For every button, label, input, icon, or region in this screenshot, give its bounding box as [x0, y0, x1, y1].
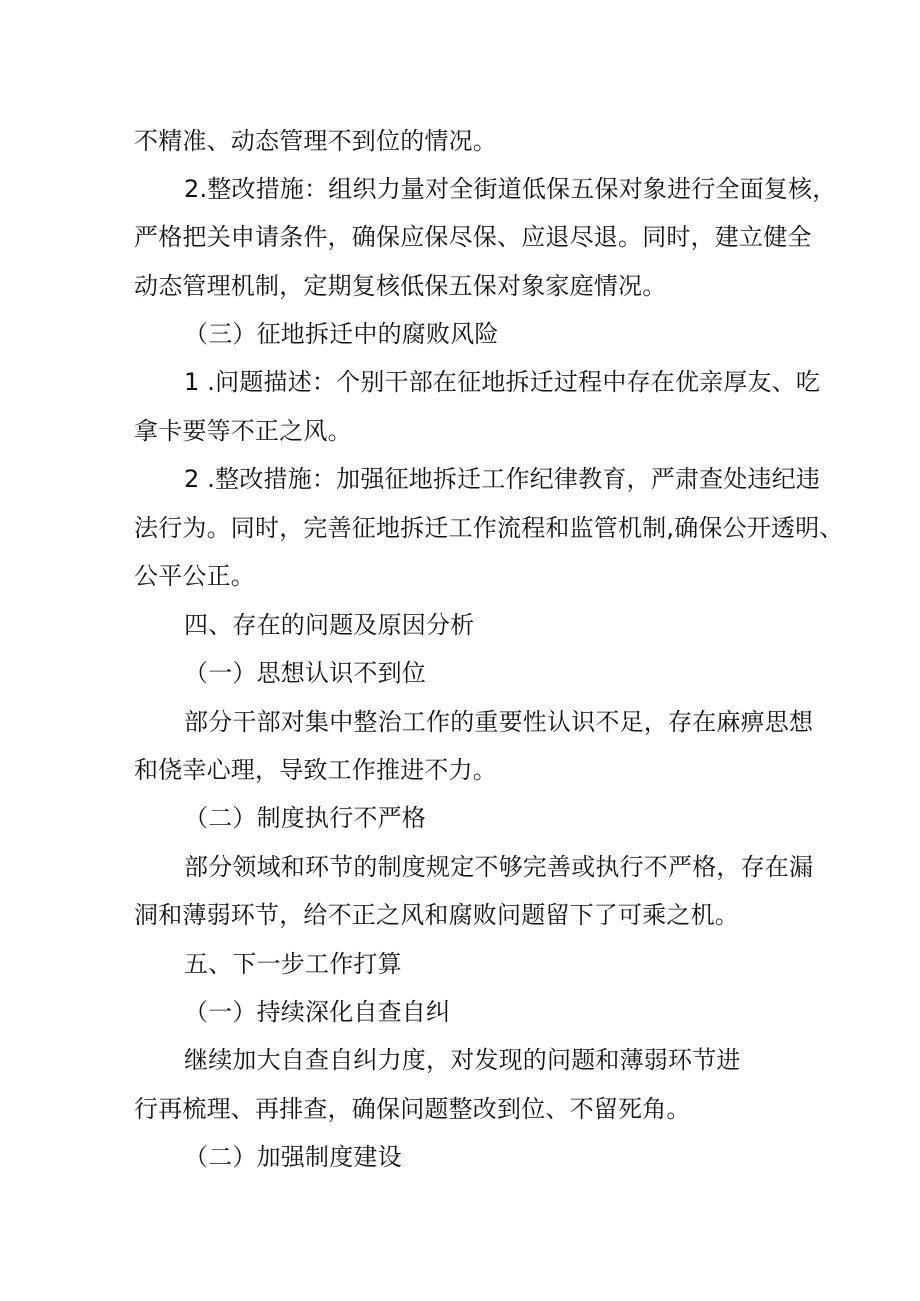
- chapter-heading: 四、存在的问题及原因分析: [184, 611, 475, 639]
- text-line: 动态管理机制，定期复核低保五保对象家庭情况。: [134, 272, 667, 300]
- text-line: 行再梳理、再排查，确保问题整改到位、不留死角。: [134, 1095, 691, 1123]
- text-line: 和侥幸心理，导致工作推进不力。: [134, 756, 497, 784]
- text-line: 部分领域和环节的制度规定不够完善或执行不严格，存在漏: [184, 853, 814, 881]
- text-line: 2 .整改措施：加强征地拆迁工作纪律教育，严肃查处违纪违: [184, 465, 821, 493]
- text-line: 不精准、动态管理不到位的情况。: [134, 127, 497, 155]
- chapter-heading: 五、下一步工作打算: [184, 950, 402, 978]
- text-line: 拿卡要等不正之风。: [134, 417, 352, 445]
- section-heading: （二）制度执行不严格: [184, 804, 426, 832]
- section-heading: （二）加强制度建设: [184, 1143, 402, 1171]
- section-heading: （一）持续深化自查自纠: [184, 998, 451, 1026]
- text-line: 洞和薄弱环节，给不正之风和腐败问题留下了可乘之机。: [134, 901, 739, 929]
- section-heading: （一）思想认识不到位: [184, 659, 426, 687]
- section-heading: （三）征地拆迁中的腐败风险: [184, 320, 499, 348]
- text-line: 1 .问题描述：个别干部在征地拆迁过程中存在优亲厚友、吃: [184, 368, 821, 396]
- text-line: 公平公正。: [134, 562, 255, 590]
- text-line: 严格把关申请条件，确保应保尽保、应退尽退。同时，建立健全: [134, 223, 812, 251]
- text-line: 法行为。同时，完善征地拆迁工作流程和监管机制,确保公开透明、: [134, 514, 844, 542]
- text-line: 继续加大自查自纠力度，对发现的问题和薄弱环节进: [184, 1046, 741, 1074]
- text-line: 部分干部对集中整治工作的重要性认识不足，存在麻痹思想: [184, 708, 814, 736]
- text-line: 2.整改措施：组织力量对全街道低保五保对象进行全面复核，: [184, 175, 837, 203]
